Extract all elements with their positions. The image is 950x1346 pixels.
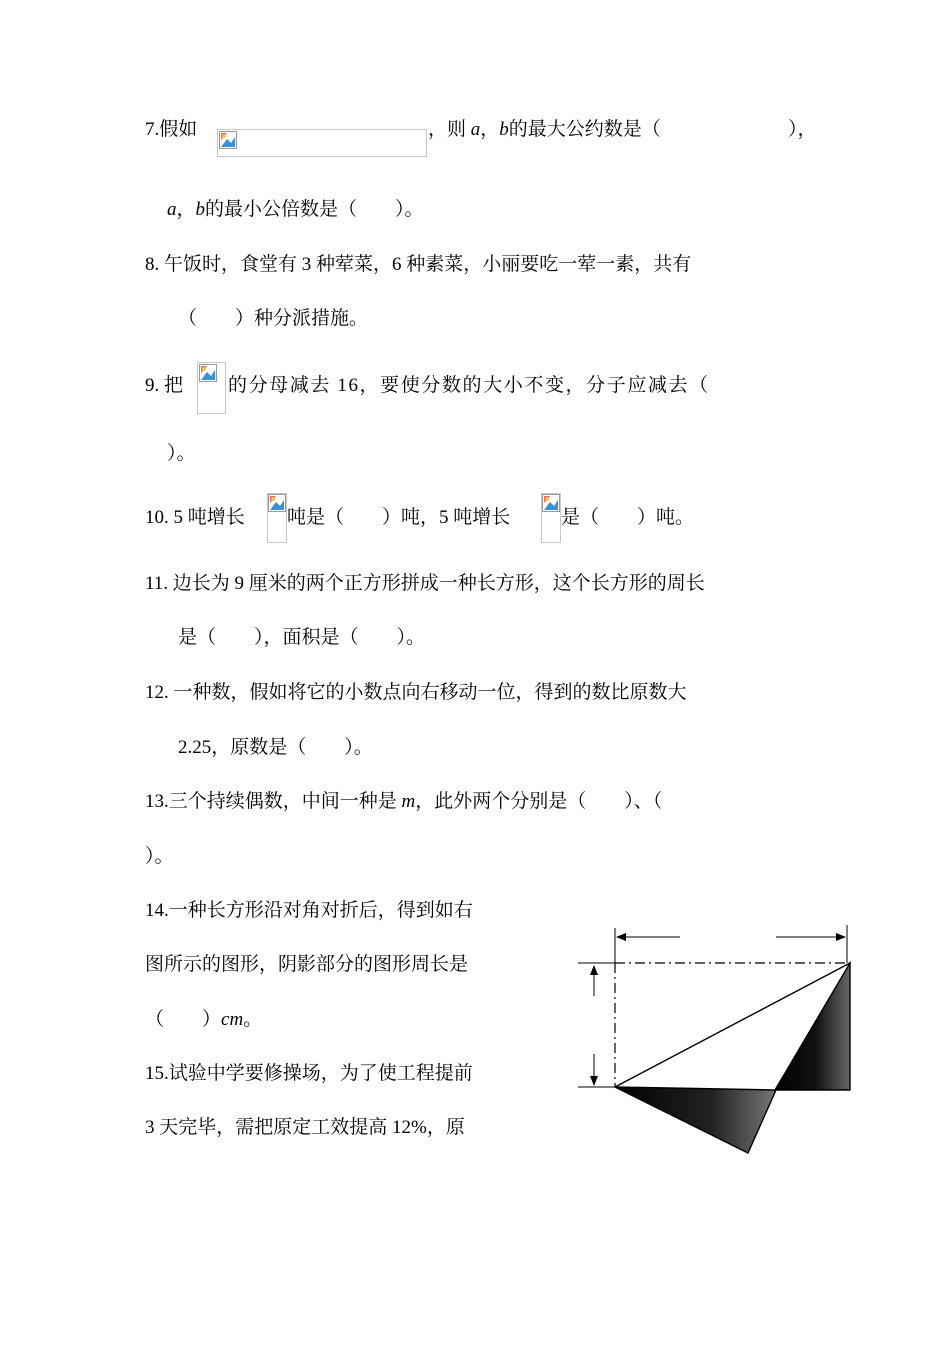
broken-image-icon [268,494,286,512]
broken-image-icon [542,494,560,512]
broken-image-icon [199,364,217,382]
q7-line1: 7.假如 [145,119,198,140]
folded-rectangle-figure [570,920,870,1170]
q13-line1: 13.三个持续偶数，中间一种是 m，此外两个分别是（ ）、（ [145,791,663,812]
broken-image-icon [219,131,237,149]
q9-line2: ）。 [167,443,196,464]
q15-line1: 15.试验中学要修操场，为了使工程提前 [145,1063,473,1084]
q9-line1-pre: 9. 把 [145,375,184,396]
q10-fraction-image-2 [541,493,561,543]
q10-part-c: 是（ ）吨。 [561,507,695,528]
q9-fraction-image [197,362,226,414]
q11-line1: 11. 边长为 9 厘米的两个正方形拼成一种长方形，这个长方形的周长 [145,573,705,594]
q15-line2: 3 天完毕，需把原定工效提高 12%，原 [145,1117,465,1138]
q14-line3: （ ）cm。 [145,1009,263,1030]
q13-line2: ）。 [145,846,174,867]
q8-line2: （ ）种分派措施。 [178,308,369,329]
height-arrowhead-up [590,965,598,975]
q7-line1-rest: ，则 a，b的最大公约数是（ [428,119,661,140]
q7-line2: a，b的最小公倍数是（ ）。 [167,199,424,220]
q10-part-a: 10. 5 吨增长 [145,507,245,528]
q12-line2: 2.25，原数是（ ）。 [178,737,373,758]
q10-fraction-image-1 [267,493,287,543]
q14-line2: 图所示的图形，阴影部分的图形周长是 [145,954,469,975]
q7-line1-end: ）， [788,119,817,140]
width-arrowhead-left [616,933,626,941]
q10-part-b: 吨是（ ）吨，5 吨增长 [287,507,511,528]
q11-line2: 是（ ），面积是（ ）。 [178,627,426,648]
q9-line1-post: 的分母减去 16，要使分数的大小不变，分子应减去（ [228,375,710,396]
q8-line1: 8. 午饭时，食堂有 3 种荤菜，6 种素菜，小丽要吃一荤一素，共有 [145,254,692,275]
height-arrowhead-down [590,1076,598,1086]
q12-line1: 12. 一种数，假如将它的小数点向右移动一位，得到的数比原数大 [145,682,687,703]
q7-formula-image [217,129,427,157]
width-arrowhead-right [836,933,846,941]
q14-line1: 14.一种长方形沿对角对折后，得到如右 [145,900,473,921]
shaded-triangle-bottom [615,1087,776,1153]
